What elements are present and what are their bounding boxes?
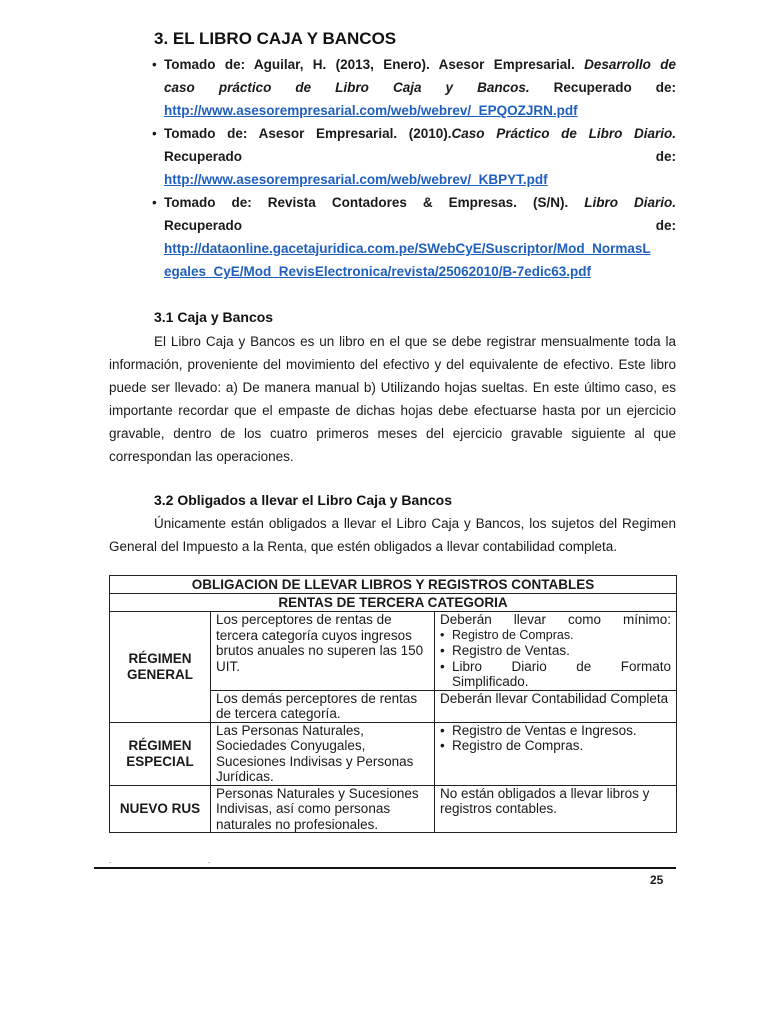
subsection-heading-obligados: 3.2 Obligados a llevar el Libro Caja y Bancos [154,492,452,508]
book-list [440,628,671,690]
list-item: • Registro de Ventas. [440,643,671,659]
reference-title: Desarrollo de [584,57,676,72]
reference-text: Recuperado de: [164,149,676,164]
reference-text: Recuperado de: [164,218,676,233]
reference-link[interactable]: egales_CyE/Mod_RevisElectronica/revista/25062010/B-7edic63.pdf [164,264,591,279]
reference-text: Tomado de: Revista Contadores & Empresas. (S/N). [164,195,585,210]
obligations-table [109,575,677,833]
reference-text: Tomado de: Asesor Empresarial. (2010). [164,126,452,141]
footer-rule [94,867,676,869]
table-row [110,785,677,833]
table-cell: Las Personas Naturales, Sociedades Conyugales, Sucesiones Indivisas y Personas Jurídicas. [211,722,435,785]
section-title: 3. EL LIBRO CAJA Y BANCOS [154,29,397,48]
regime-especial-label: RÉGIMEN ESPECIAL [110,722,211,785]
table-header-row [110,594,677,612]
table-row [110,612,677,691]
list-item: • Registro de Compras. [440,738,671,754]
paragraph-caja-bancos: El Libro Caja y Bancos es un libro en el que se debe registrar mensualmente toda la información, proveniente del movimiento del efectivo y del equivalente de efectivo. Este libro puede ser llevado: a) De manera manual b) Utilizando hojas sueltas. En este último caso, es importante recordar que el empaste de dichas hojas debe efectuarse hasta por un ejercicio gravable, dentro de los cuatro primeros meses del ejercicio gravable siguiente al que correspondan las operaciones. [109,334,676,464]
footer-mark: . [208,856,211,865]
regime-nuevo-rus-label: NUEVO RUS [110,785,211,833]
list-item: • Libro Diario de Formato Simplificado. [440,659,671,690]
table-header-row [110,576,677,594]
reference-item [152,122,676,191]
paragraph-obligados: Únicamente están obligados a llevar el Libro Caja y Bancos, los sujetos del Regimen General del Impuesto a la Renta, que estén obligados a llevar contabilidad completa. [109,516,676,554]
table-cell: Los demás perceptores de rentas de tercera categoría. [211,690,435,722]
reference-link[interactable]: http://www.asesorempresarial.com/web/webrev/_KBPYT.pdf [164,172,548,187]
table-cell: Deberán llevar como mínimo: • Registro de Compras. • Registro de Ventas. • Libro Diario de Formato Simplificado. [435,612,677,691]
page-number: 25 [650,873,664,887]
bullet-icon: • [152,126,157,141]
reference-link[interactable]: http://dataonline.gacetajuridica.com.pe/SWebCyE/Suscriptor/Mod_NormasL [164,241,651,256]
references-list [152,53,676,283]
table-cell: Los perceptores de rentas de tercera categoría cuyos ingresos brutos anuales no superen las 150 UIT. [211,612,435,691]
table-subtitle: RENTAS DE TERCERA CATEGORIA [110,594,677,612]
list-item: • Registro de Compras. [440,628,671,644]
table-cell [435,722,677,785]
bullet-icon: • [152,57,157,72]
reference-title: Libro Diario. [584,195,676,210]
bullet-icon: • [152,195,157,210]
list-item: • Registro de Ventas e Ingresos. [440,723,671,739]
reference-title: Caso Práctico de Libro Diario. [451,126,677,141]
reference-link[interactable]: http://www.asesorempresarial.com/web/webrev/_EPQOZJRN.pdf [164,103,578,118]
reference-title: caso práctico de Libro Caja y Bancos. [164,80,530,95]
table-cell: Deberán llevar Contabilidad Completa [435,690,677,722]
table-row [110,722,677,785]
table-cell: Personas Naturales y Sucesiones Indivisas, así como personas naturales no profesionales. [211,785,435,833]
reference-item [152,191,676,283]
reference-item [152,53,676,122]
table-title: OBLIGACION DE LLEVAR LIBROS Y REGISTROS CONTABLES [110,576,677,594]
footer-mark: . [109,856,112,865]
subsection-heading-caja-bancos: 3.1 Caja y Bancos [154,309,274,325]
table-cell: No están obligados a llevar libros y registros contables. [435,785,677,833]
book-list [440,723,671,754]
reference-text: Recuperado de: [529,80,676,95]
regime-general-label: RÉGIMEN GENERAL [110,612,211,723]
reference-text: Tomado de: Aguilar, H. (2013, Enero). Asesor Empresarial. [164,57,585,72]
